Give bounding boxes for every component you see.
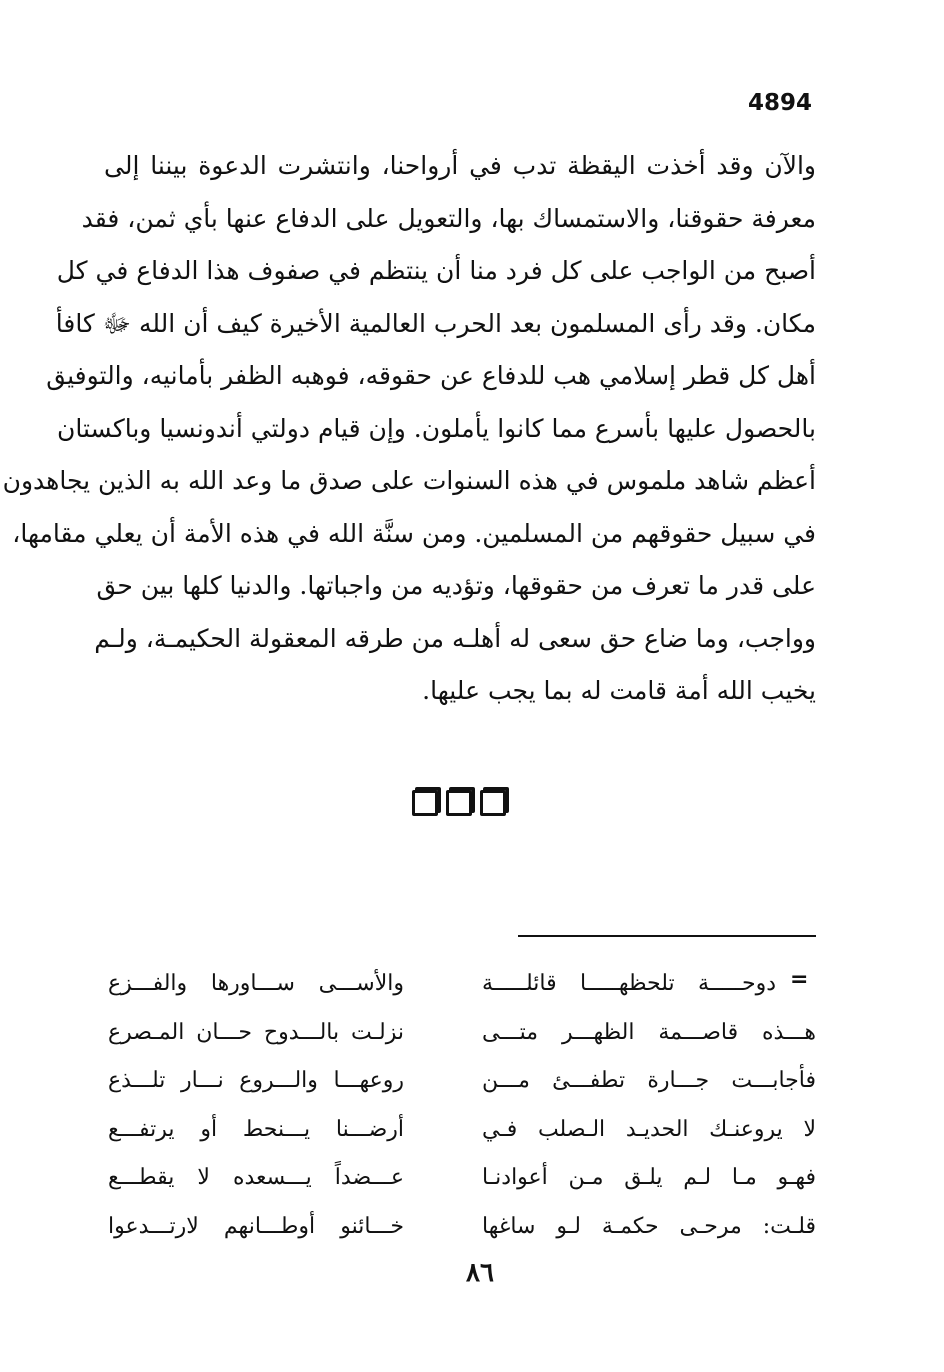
footnote-divider (518, 935, 816, 937)
body-line: معرفة حقوقنا، والاستمساك بها، والتعويل على الدفاع عنها بأي ثمن، فقد (81, 203, 816, 233)
separator-box-icon (480, 790, 506, 816)
poem-verse: لا يروعنـك الحديـد الـصلب فـي (482, 1116, 816, 1142)
body-line: أهل كل قطر إسلامي هب للدفاع عن حقوقه، فوهبه الظفر بأمانيه، والتوفيق (46, 361, 816, 390)
body-line: أعظم شاهد ملموس في هذه السنوات على صدق ما وعد الله به الذين يجاهدون (2, 466, 816, 495)
poem-verse: روعهـــا والـــروع نـــار تلـــذع (108, 1068, 404, 1093)
page-number-bottom: ٨٦ (466, 1258, 494, 1288)
poem-verse: نزلـت بالـــدوح حـــان المـصرع (108, 1019, 404, 1045)
section-separator (412, 790, 506, 816)
poem-verse: عـــضداً يـــسعده لا يقطـــع (108, 1165, 404, 1190)
body-line: في سبيل حقوقهم من المسلمين. ومن سنَّة الله في هذه الأمة أن يعلي مقامها، (12, 518, 816, 548)
separator-box-icon (412, 790, 438, 816)
poem-verse: فأجابـــت جـــارة تطفـــئ مـــن (482, 1068, 816, 1093)
body-line: والآن وقد أخذت اليقظة تدب في أرواحنا، وانتشرت الدعوة بيننا إلى (104, 151, 816, 180)
body-paragraph (2, 140, 816, 718)
page-number-top: 4894 (747, 90, 812, 116)
body-line: وواجب، وما ضاع حق سعى له أهلـه من طرقه المعقولة الحكيمـة، ولـم (94, 623, 816, 653)
body-line: يخيب الله أمة قامت له بما يجب عليها. (422, 676, 816, 705)
poem-right-column (482, 960, 816, 1251)
body-line: على قدر ما تعرف من حقوقها، وتؤديه من واجباتها. والدنيا كلها بين حق (96, 571, 816, 600)
poem-verse: هـــذه قاصـــمة الظهـــر متـــى (482, 1019, 816, 1045)
body-line: مكان. وقد رأى المسلمون بعد الحرب العالمية الأخيرة كيف أن الله ﷻ كافأ (55, 308, 816, 338)
separator-box-icon (446, 790, 472, 816)
body-line: أصبح من الواجب على كل فرد منا أن ينتظم في صفوف هذا الدفاع في كل (56, 256, 816, 285)
poem-verse: خـــائنو أوطـــانهم لارتـــدعوا (108, 1213, 404, 1239)
poem-verse: دوحـــــة تلحظهـــــا قائلـــــة (482, 971, 776, 996)
body-line: بالحصول عليها بأسرع مما كانوا يأملون. وإن قيام دولتي أندونسيا وباكستان (57, 413, 816, 443)
poem-left-column (108, 960, 404, 1251)
poem-verse: أرضـــنا يـــنحط أو يرتفـــع (108, 1116, 404, 1142)
poem-verse: والأســـى ســـاورها والفـــزع (108, 971, 404, 996)
poem-verse: قلـت: مرحـى حكمـة لـو ساغها (482, 1213, 816, 1239)
poem-verse: فهـو مـا لـم يلـق مـن أعوادنـا (482, 1165, 816, 1190)
footnote-marker: = (790, 967, 809, 992)
